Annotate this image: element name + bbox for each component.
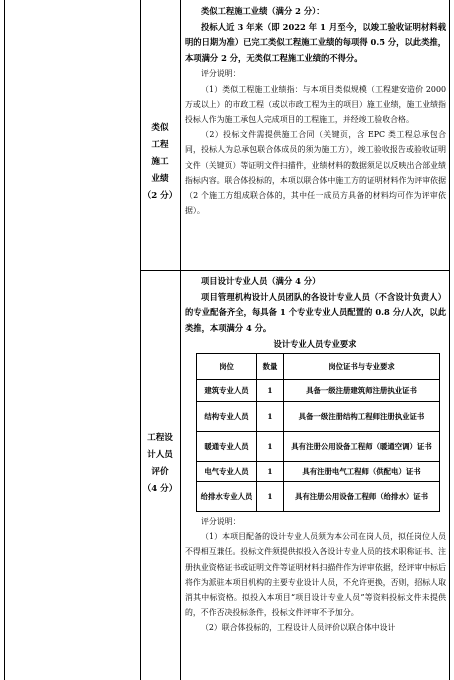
row-position: 建筑专业人员 [197, 380, 257, 402]
row-position: 给排水专业人员 [197, 482, 257, 512]
row-quantity: 1 [257, 482, 284, 512]
section1-label-line: 施工 [151, 157, 169, 167]
scoring-table [4, 0, 450, 680]
row-quantity: 1 [257, 402, 284, 432]
header-position: 岗位 [197, 354, 257, 380]
row-position: 暖通专业人员 [197, 432, 257, 462]
section2-note2: （2）联合体投标的，工程设计人员评价以联合体中设计 [201, 623, 396, 633]
staff-table-header-row [197, 354, 440, 380]
section1-label-line: （2 分） [142, 191, 178, 201]
section2-note1: （1）本项目配备的设计专业人员须为本公司在岗人员，拟任岗位人员不得相互兼任。投标文件须提供拟投入各设计专业人员的技术职称证书、注册执业资格证书或证明文件等证明材料扫描件作为评审依据，经评审中标后将作为派驻本项目机构的主要专业设计人员，不允许更换，否则，招标人取消其中标资格。拟投入本项目“项目设计专业人员”等资料投标文件未提供的，不作否决投标条件，投标文件评审不予加分。 [185, 532, 446, 618]
row-requirement: 具备一级注册结构工程师注册执业证书 [284, 402, 440, 432]
section2-label-line: （4 分） [142, 484, 178, 494]
section1-title: 类似工程施工业绩（满分 2 分）： [201, 6, 325, 16]
row-quantity: 1 [257, 380, 284, 402]
header-requirements: 岗位证书与专业要求 [284, 354, 440, 380]
table-row [197, 462, 440, 482]
section2-label [140, 430, 180, 498]
table-border-left [4, 0, 5, 680]
section2-label-line: 工程设 [147, 433, 173, 443]
section2-label-line: 评价 [151, 467, 169, 477]
section1-notes-heading: 评分说明： [201, 69, 241, 79]
row-position: 结构专业人员 [197, 402, 257, 432]
table-row [197, 380, 440, 402]
section1-note1: （1）类似工程施工业绩指：与本项目类似规模（工程建安造价 2000 万或以上）的市政工程（或以市政工程为主的项目）施工业绩，施工业绩指投标人作为施工承包人完成项目的工程施工，并经竣工验收合格。 [185, 84, 446, 124]
column-divider-left [140, 0, 141, 680]
row-quantity: 1 [257, 462, 284, 482]
section1-note2: （2）投标文件需提供施工合同（关键页，含 EPC 类工程总承包合同，投标人为总承包联合体成员的须为施工方），竣工验收报告或验收证明文件（关键页）等证明文件扫描件，业绩材料的数据须足以反映出合部业绩指标内容。联合体投标的，本项以联合体中施工方的证明材料作为评审依据（2 个施工方组成联合体的，其中任一成员方具备的材料均可作为评审依据）。 [185, 130, 446, 216]
section1-label-line: 工程 [151, 140, 169, 150]
section1-content [185, 4, 446, 218]
section2-criteria: 项目管理机构设计人员团队的各设计专业人员（不含设计负责人）的专业配备齐全，每具备 1 个专业专业人员配置的 0.8 分/人次，以此类推，本项满分 4 分。 [185, 291, 446, 333]
section2-content [185, 274, 446, 336]
section1-label [140, 120, 180, 205]
table-row [197, 432, 440, 462]
section2-title: 项目设计专业人员（满分 4 分） [201, 276, 321, 286]
row-requirement: 具有注册公用设备工程师（给排水）证书 [284, 482, 440, 512]
section2-notes-heading: 评分说明： [201, 517, 241, 526]
row-requirement: 具有注册公用设备工程师（暖通空调）证书 [284, 432, 440, 462]
row-quantity: 1 [257, 432, 284, 462]
header-quantity: 数量 [257, 354, 284, 380]
table-row [197, 402, 440, 432]
row-divider [140, 270, 450, 271]
staff-table-title: 设计专业人员专业要求 [273, 339, 357, 349]
section2-label-line: 计人员 [147, 450, 173, 460]
section2-notes [185, 514, 446, 636]
row-position: 电气专业人员 [197, 462, 257, 482]
row-requirement: 具有注册电气工程师（供配电）证书 [284, 462, 440, 482]
section1-label-line: 类似 [151, 123, 169, 133]
table-row [197, 482, 440, 512]
staff-requirements-table [196, 353, 440, 512]
section1-label-line: 业绩 [151, 174, 169, 184]
section1-criteria: 投标人近 3 年来（即 2022 年 1 月至今，以竣工验收证明材料载明的日期为准）已完工类似工程施工业绩的每项得 0.5 分，以此类推，本项满分 2 分，无类似工程施工业绩的不得分。 [185, 21, 446, 63]
row-requirement: 具备一级注册建筑师注册执业证书 [284, 380, 440, 402]
